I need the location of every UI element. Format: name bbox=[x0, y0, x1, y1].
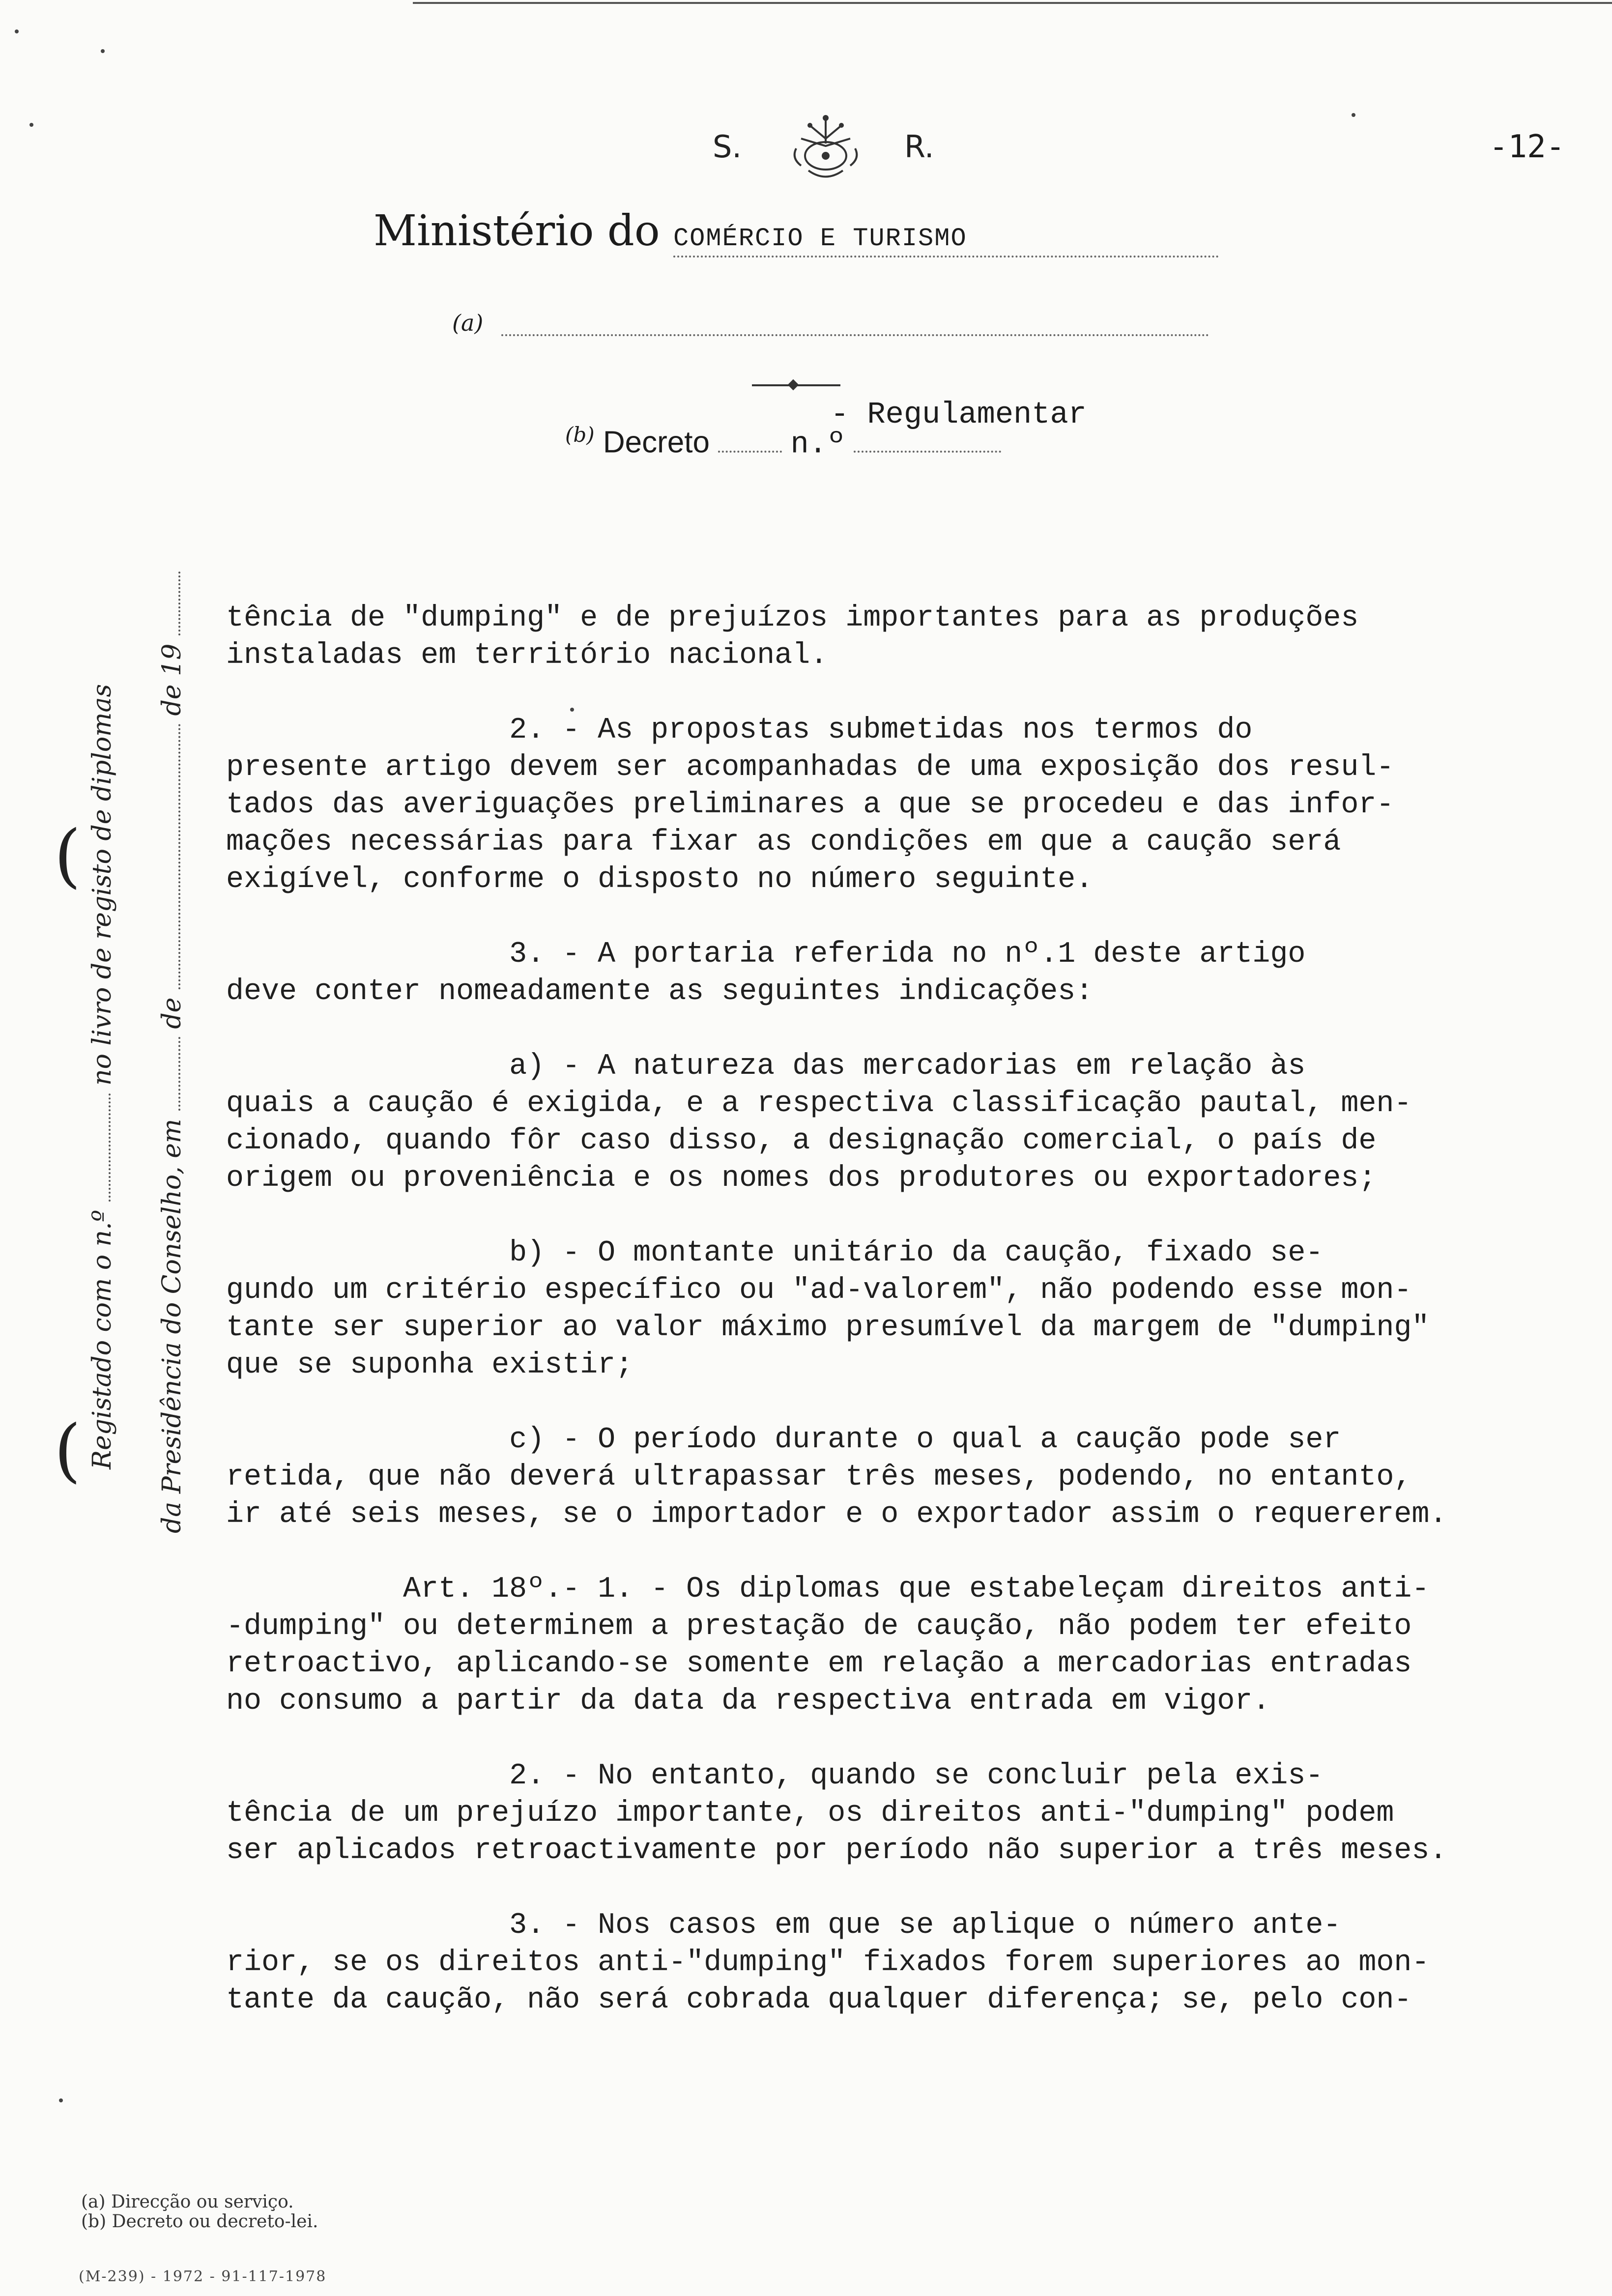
body-line: b) - O montante unitário da caução, fixado se- bbox=[226, 1236, 1324, 1270]
margin-date-blank bbox=[169, 1037, 180, 1111]
body-line: tante ser superior ao valor máximo presumível da margem de "dumping" bbox=[226, 1311, 1430, 1345]
margin-registado-text: Registado com o n.º bbox=[87, 1209, 117, 1469]
body-line: no consumo a partir da data da respectiva entrada em vigor. bbox=[226, 1685, 1270, 1718]
print-code: (M-239) - 1972 - 91-117-1978 bbox=[79, 2268, 327, 2285]
top-rule bbox=[413, 2, 1612, 4]
body-line: exigível, conforme o disposto no número seguinte. bbox=[226, 863, 1094, 896]
body-line: 2. - No entanto, quando se concluir pela exis- bbox=[226, 1759, 1324, 1793]
decree-body bbox=[226, 600, 1602, 2019]
body-line: Art. 18º.- 1. - Os diplomas que estabeleçam direitos anti- bbox=[226, 1573, 1430, 1606]
body-line: ser aplicados retroactivamente por período não superior a três meses. bbox=[226, 1834, 1447, 1867]
body-line: que se suponha existir; bbox=[226, 1349, 633, 1382]
body-line: origem ou proveniência e os nomes dos produtores ou exportadores; bbox=[226, 1162, 1377, 1195]
footnote-a: (a) Direcção ou serviço. bbox=[81, 2192, 294, 2212]
margin-registado-blank bbox=[99, 1093, 111, 1202]
label-b: (b) bbox=[565, 423, 595, 447]
body-line: tados das averiguações preliminares a que se procedeu e das infor- bbox=[226, 788, 1394, 822]
scan-speck bbox=[15, 29, 19, 33]
page-number: -12- bbox=[1489, 129, 1565, 165]
body-line: 2. - As propostas submetidas nos termos do bbox=[226, 714, 1253, 747]
ministry-prefix: Ministério do bbox=[374, 206, 660, 256]
scan-speck bbox=[570, 708, 574, 712]
scan-speck bbox=[59, 2098, 63, 2102]
body-line: gundo um critério específico ou "ad-valorem", não podendo esse mon- bbox=[226, 1274, 1412, 1307]
margin-registado bbox=[87, 684, 117, 1469]
scan-speck bbox=[101, 49, 105, 53]
body-line: mações necessárias para fixar as condições em que a caução será bbox=[226, 826, 1341, 859]
coat-of-arms-icon bbox=[781, 109, 870, 188]
margin-de-text: de bbox=[157, 997, 187, 1029]
numero-label: n.º bbox=[790, 427, 846, 462]
body-line: cionado, quando fôr caso disso, a designação comercial, o país de bbox=[226, 1124, 1377, 1158]
body-line: tante da caução, não será cobrada qualquer diferença; se, pelo con- bbox=[226, 1983, 1412, 2017]
ministry-title bbox=[374, 206, 1219, 258]
body-line: instaladas em território nacional. bbox=[226, 639, 828, 672]
paragraph-gap bbox=[226, 1010, 1602, 1048]
margin-bracket-bottom: ( bbox=[54, 1410, 81, 1491]
margin-livro-text: no livro de registo de diplomas bbox=[87, 684, 117, 1086]
header-letter-r: R. bbox=[904, 129, 934, 165]
body-line: c) - O período durante o qual a caução pode ser bbox=[226, 1423, 1341, 1457]
header-letter-s: S. bbox=[713, 129, 742, 165]
label-a: (a) bbox=[452, 310, 484, 336]
margin-presidencia-text: da Presidência do Conselho, em bbox=[157, 1119, 187, 1533]
body-line: deve conter nomeadamente as seguintes indicações: bbox=[226, 975, 1094, 1008]
body-line: a) - A natureza das mercadorias em relação às bbox=[226, 1050, 1306, 1083]
paragraph-gap bbox=[226, 898, 1602, 936]
decreto-line bbox=[565, 423, 1001, 462]
paragraph-gap bbox=[226, 1720, 1602, 1757]
body-line: ir até seis meses, se o importador e o exportador assim o requererem. bbox=[226, 1498, 1447, 1531]
paragraph-gap bbox=[226, 1384, 1602, 1421]
direction-line bbox=[501, 334, 1209, 336]
paragraph-gap bbox=[226, 1869, 1602, 1907]
body-line: rior, se os direitos anti-"dumping" fixados forem superiores ao mon- bbox=[226, 1946, 1430, 1980]
paragraph-gap bbox=[226, 674, 1602, 712]
body-line: retida, que não deverá ultrapassar três meses, podendo, no entanto, bbox=[226, 1461, 1412, 1494]
margin-year-blank bbox=[169, 572, 180, 635]
body-line: 3. - A portaria referida no nº.1 deste artigo bbox=[226, 938, 1306, 971]
paragraph-gap bbox=[226, 1533, 1602, 1571]
body-line: presente artigo devem ser acompanhadas de uma exposição dos resul- bbox=[226, 751, 1394, 784]
footnote-b: (b) Decreto ou decreto-lei. bbox=[81, 2211, 318, 2232]
body-line: -dumping" ou determinem a prestação de caução, não podem ter efeito bbox=[226, 1610, 1412, 1643]
margin-de19-text: de 19 bbox=[157, 643, 187, 716]
decreto-label: Decreto bbox=[603, 425, 710, 459]
regulamentar-label: - Regulamentar bbox=[831, 397, 1087, 432]
paragraph-gap bbox=[226, 1197, 1602, 1234]
body-line: 3. - Nos casos em que se aplique o número ante- bbox=[226, 1909, 1341, 1942]
ministry-name: COMÉRCIO E TURISMO bbox=[673, 224, 967, 253]
body-line: retroactivo, aplicando-se somente em relação a mercadorias entradas bbox=[226, 1647, 1412, 1681]
scan-speck bbox=[29, 123, 33, 127]
divider-diamond bbox=[788, 379, 799, 391]
margin-presidencia bbox=[157, 572, 187, 1533]
margin-bracket-top: ( bbox=[54, 816, 81, 896]
scan-speck bbox=[1352, 113, 1355, 117]
ministry-name-line bbox=[673, 206, 1219, 258]
margin-month-blank bbox=[169, 724, 180, 989]
numero-blank bbox=[854, 451, 1001, 453]
decreto-blank bbox=[718, 451, 782, 453]
body-line: tência de um prejuízo importante, os direitos anti-"dumping" podem bbox=[226, 1797, 1394, 1830]
body-line: quais a caução é exigida, e a respectiva classificação pautal, men- bbox=[226, 1087, 1412, 1120]
body-line: tência de "dumping" e de prejuízos importantes para as produções bbox=[226, 602, 1359, 635]
